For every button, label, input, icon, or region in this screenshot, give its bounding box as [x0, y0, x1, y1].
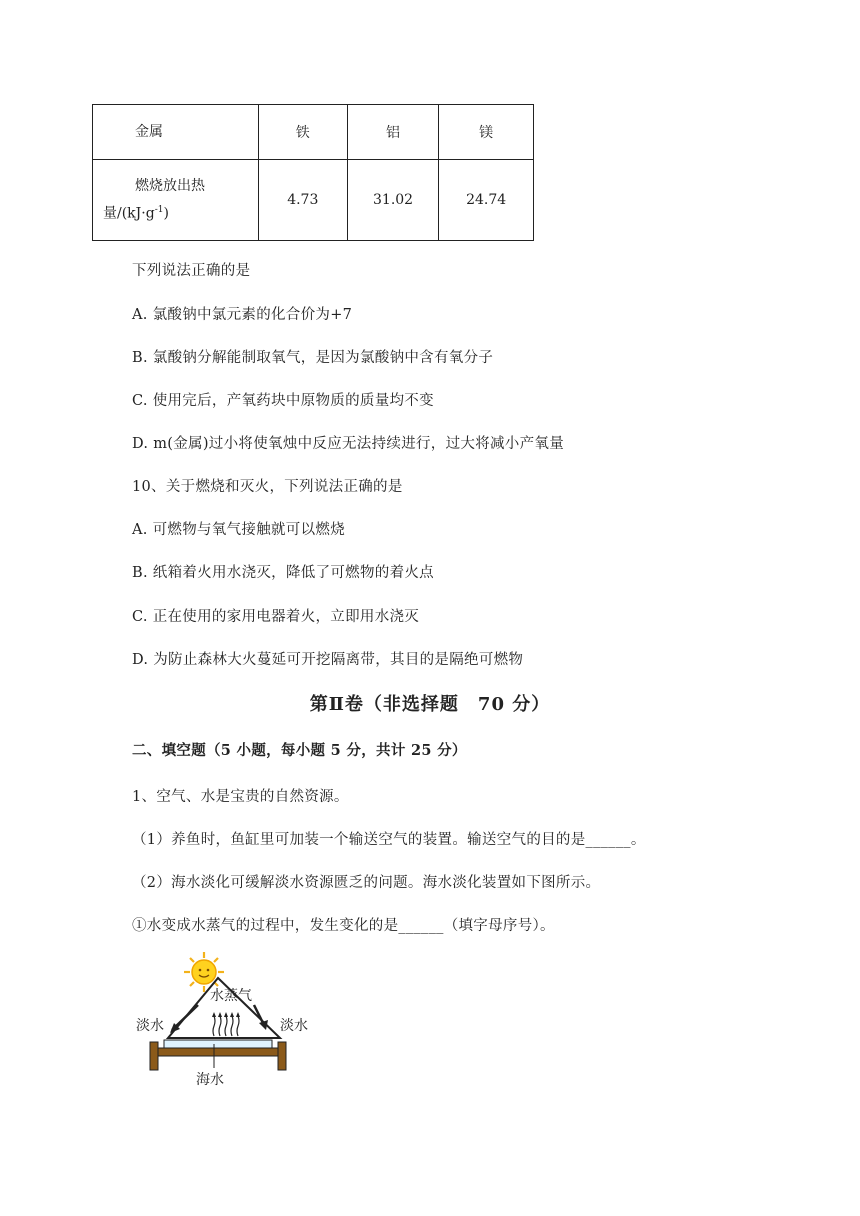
table-header-metal: 金属	[93, 105, 259, 160]
q9-option-c: C. 使用完后，产氧药块中原物质的质量均不变	[132, 393, 434, 409]
q10-option-b: B. 纸箱着火用水浇灭，降低了可燃物的着火点	[132, 565, 434, 581]
table-cell-aluminum: 31.02	[347, 160, 438, 241]
q10-option-a: A. 可燃物与氧气接触就可以燃烧	[132, 522, 345, 538]
label-sea: 海水	[196, 1072, 224, 1088]
table-cell-iron: 4.73	[258, 160, 347, 241]
table-header-iron: 铁	[258, 105, 347, 160]
q1-part2-sub1: ①水变成水蒸气的过程中，发生变化的是______（填字母序号）。	[132, 918, 555, 934]
glass-cover	[168, 978, 280, 1038]
table-header-aluminum: 铝	[347, 105, 438, 160]
part2-title: 第Ⅱ卷（非选择题 70 分）	[309, 694, 551, 715]
label-fresh-right: 淡水	[280, 1018, 308, 1034]
table-header-magnesium: 镁	[439, 105, 534, 160]
sun-icon	[184, 952, 224, 992]
label-fresh-left: 淡水	[136, 1018, 164, 1034]
sea-water	[164, 1040, 272, 1048]
metal-heat-table	[92, 104, 534, 241]
q1-part2: （2）海水淡化可缓解淡水资源匮乏的问题。海水淡化装置如下图所示。	[132, 875, 601, 891]
row-label-line1: 燃烧放出热	[135, 178, 205, 195]
part2-heading: 二、填空题（5 小题，每小题 5 分，共计 25 分）	[132, 742, 467, 759]
q9-option-a: A. 氯酸钠中氯元素的化合价为+7	[132, 307, 353, 323]
table-row-label	[93, 160, 259, 241]
q9-stem: 下列说法正确的是	[132, 263, 251, 279]
q9-option-b: B. 氯酸钠分解能制取氧气，是因为氯酸钠中含有氧分子	[132, 350, 494, 366]
steam-arrows-icon	[213, 1016, 239, 1036]
q10-option-d: D. 为防止森林大火蔓延可开挖隔离带，其目的是隔绝可燃物	[132, 652, 524, 668]
q10-option-c: C. 正在使用的家用电器着火，立即用水浇灭	[132, 609, 420, 625]
q1-stem: 1、空气、水是宝贵的自然资源。	[132, 789, 349, 805]
basin	[158, 1048, 278, 1056]
row-label-line2: 量$/(kJ\cdot g^{-1})$	[103, 205, 169, 222]
table-header-row	[93, 105, 534, 160]
desalination-figure	[128, 950, 308, 1090]
table-row	[93, 160, 534, 241]
q9-option-d: D. m(金属)过小将使氧烛中反应无法持续进行，过大将减小产氧量	[132, 436, 564, 452]
q10-stem: 10、关于燃烧和灭火，下列说法正确的是	[132, 479, 403, 495]
q1-part1: （1）养鱼时，鱼缸里可加装一个输送空气的装置。输送空气的目的是______。	[132, 832, 646, 848]
table-cell-magnesium: 24.74	[439, 160, 534, 241]
label-vapor: 水蒸气	[210, 988, 252, 1004]
